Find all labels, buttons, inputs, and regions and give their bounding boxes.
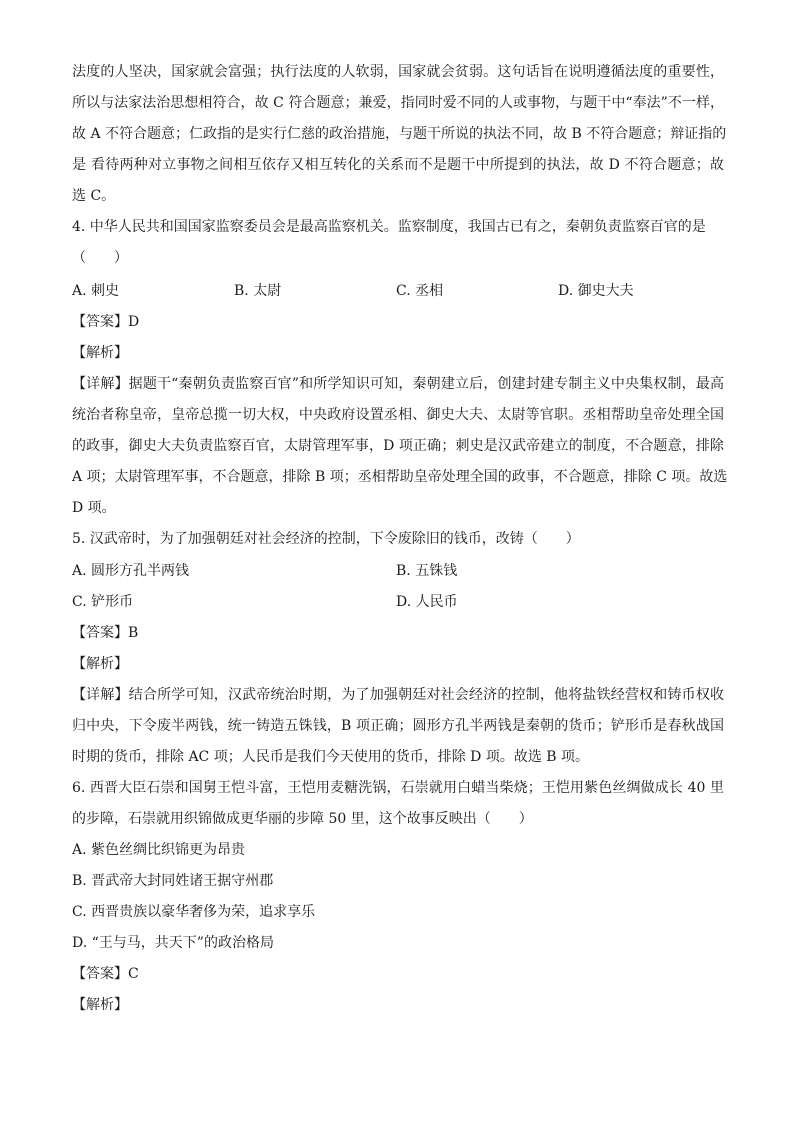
q5-detail-line <box>72 685 724 705</box>
q6-stem: 的步障，石崇就用织锦做成更华丽的步障 50 里，这个故事反映出（ ） <box>72 811 533 827</box>
q5-option-d: D. 人民币 <box>396 594 458 610</box>
q5-answer: 【答案】B <box>72 625 139 641</box>
q4-detail-line: A 项；太尉管理军事，不合题意，排除 B 项；丞相帮助皇帝处理全国的政事，不合题意，排除 C 项。故选 <box>72 469 728 485</box>
prev-explanation-line: 故 A 不符合题意；仁政指的是实行仁慈的政治措施，与题干所说的执法不同，故 B 不符合题意；辩证指的 <box>72 126 727 142</box>
q4-detail-text: 据题干“秦朝负责监察百官”和所学知识可知，秦朝建立后，创建封建专制主义中央集权制，最高 <box>128 376 725 392</box>
q4-detail-line <box>72 374 724 394</box>
q4-detail-line: 统治者称皇帝，皇帝总揽一切大权，中央政府设置丞相、御史大夫、太尉等官职。丞相帮助皇帝处理全国 <box>72 407 724 423</box>
q4-analysis-label: 【解析】 <box>72 345 128 361</box>
q5-detail-text: 结合所学可知，汉武帝统治时期，为了加强朝廷对社会经济的控制，他将盐铁经营权和铸币权收 <box>128 687 725 703</box>
q5-option-a: A. 圆形方孔半两钱 <box>72 563 190 579</box>
q6-stem: 6. 西晋大臣石崇和国舅王恺斗富，王恺用麦糖洗锅，石崇就用白蜡当柴烧；王恺用紫色丝绸做成长 40 里 <box>72 780 724 796</box>
q4-detail-label: 【详解】 <box>72 376 129 392</box>
q5-detail-label: 【详解】 <box>72 687 129 703</box>
q6-answer: 【答案】C <box>72 966 139 982</box>
prev-explanation-line: 所以与法家法治思想相符合，故 C 符合题意；兼爱，指同时爱不同的人或事物，与题干中“奉法”不一样， <box>72 95 724 111</box>
q4-option-c: C. 丞相 <box>396 283 444 299</box>
q6-analysis-label: 【解析】 <box>72 997 128 1013</box>
q5-option-b: B. 五铢钱 <box>396 563 458 579</box>
q6-option-a: A. 紫色丝绸比织锦更为昂贵 <box>72 842 246 858</box>
q4-answer: 【答案】D <box>72 314 140 330</box>
q5-analysis-label: 【解析】 <box>72 656 128 672</box>
q5-detail-line: 归中央，下令废半两钱，统一铸造五铢钱，B 项正确；圆形方孔半两钱是秦朝的货币；铲形币是春秋战国 <box>72 718 724 734</box>
q5-option-c: C. 铲形币 <box>72 594 134 610</box>
q4-stem-blank: （ ） <box>72 250 128 266</box>
q6-option-d: D. “王与马，共天下”的政治格局 <box>72 935 274 951</box>
q5-stem: 5. 汉武帝时，为了加强朝廷对社会经济的控制，下令废除旧的钱币，改铸（ ） <box>72 531 580 547</box>
q4-option-b: B. 太尉 <box>234 283 282 299</box>
prev-explanation-line: 选 C。 <box>72 188 116 204</box>
q4-detail-line: D 项。 <box>72 500 116 516</box>
q4-detail-line: 的政事，御史大夫负责监察百官，太尉管理军事，D 项正确；刺史是汉武帝建立的制度，不合题意，排除 <box>72 438 724 454</box>
q4-option-d: D. 御史大夫 <box>558 283 634 299</box>
q5-detail-line: 时期的货币，排除 AC 项；人民币是我们今天使用的货币，排除 D 项。故选 B 项。 <box>72 749 590 765</box>
prev-explanation-line: 法度的人坚决，国家就会富强；执行法度的人软弱，国家就会贫弱。这句话旨在说明遵循法度的重要性， <box>72 64 724 80</box>
q6-option-b: B. 晋武帝大封同姓诸王据守州郡 <box>72 873 274 889</box>
q4-option-a: A. 刺史 <box>72 283 120 299</box>
prev-explanation-line: 是 看待两种对立事物之间相互依存又相互转化的关系而不是题干中所提到的执法，故 D 不符合题意；故 <box>72 157 724 173</box>
q6-option-c: C. 西晋贵族以豪华奢侈为荣，追求享乐 <box>72 904 316 920</box>
q4-stem: 4. 中华人民共和国国家监察委员会是最高监察机关。监察制度，我国古已有之，秦朝负责监察百官的是 <box>72 219 706 235</box>
